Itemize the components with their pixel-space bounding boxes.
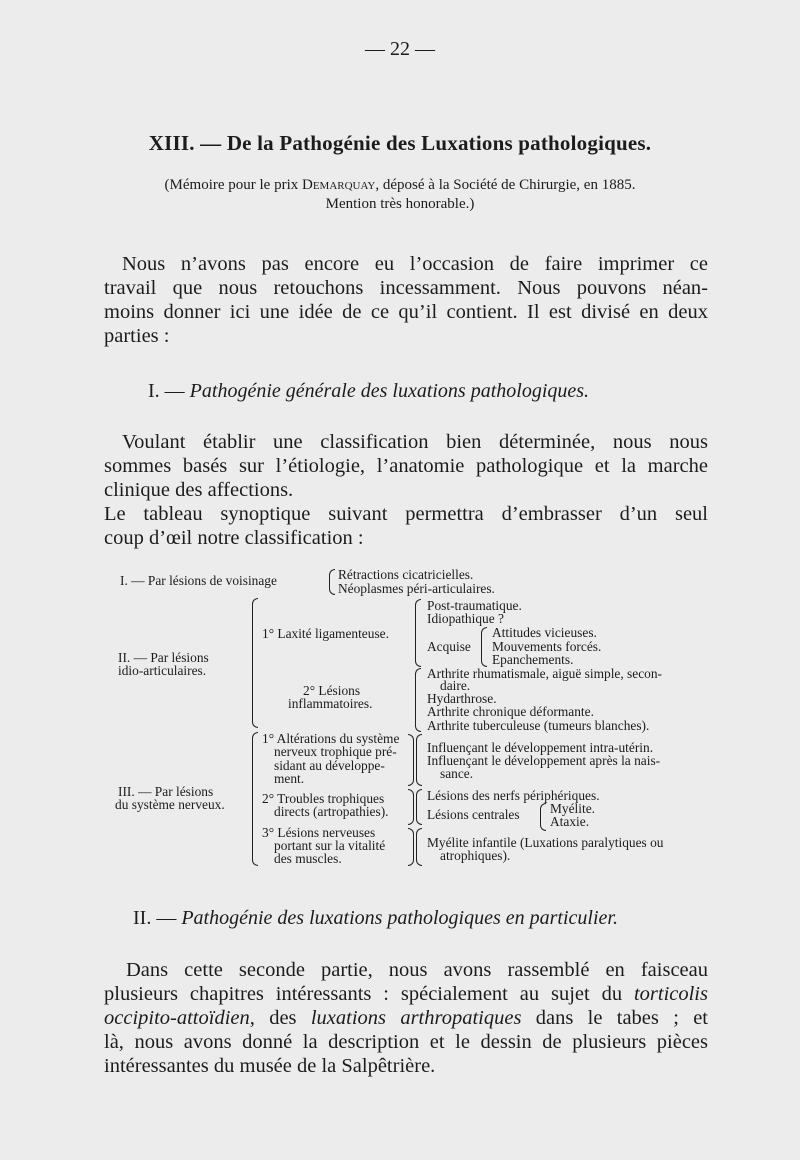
acquise-item: Epanchements. — [492, 652, 574, 667]
sub-troubles-label: directs (artropathies). — [274, 804, 389, 819]
brace — [416, 789, 422, 825]
brace — [416, 828, 422, 866]
prize-name: Demarquay — [302, 177, 376, 193]
laxite-item: Idiopathique ? — [427, 611, 504, 626]
brace — [540, 803, 546, 831]
group-2-label: II. — Par lésions — [118, 650, 209, 665]
sub-alterations-label: ment. — [274, 771, 305, 786]
classification-paragraph: Voulant établir une classification bien déterminée, nous nous sommes basés sur l’étiologie, l’anatomie pathologique et la marche clinique des affections. Le tableau synoptique suivant permettra d’embrasser d’un seul coup d’œil notre classification : — [104, 431, 708, 549]
brace — [416, 734, 422, 786]
sub-nerveuses-label: 3° Lésions nerveuses — [262, 825, 376, 840]
alterations-item: Influençant le développement intra-utérin. — [427, 740, 654, 755]
page-number: — 22 — — [365, 38, 435, 60]
inflammatoires-item: Arthrite chronique déformante. — [427, 704, 594, 719]
brace — [408, 828, 414, 866]
group-2-label: idio-articulaires. — [118, 663, 207, 678]
acquise-item: Attitudes vicieuses. — [492, 625, 597, 640]
group-1-item: Néoplasmes péri-articulaires. — [338, 581, 495, 596]
alterations-item: sance. — [440, 766, 474, 781]
laxite-item: Post-traumatique. — [427, 598, 522, 613]
group-3-label: du système nerveux. — [115, 797, 225, 812]
troubles-item: Lésions des nerfs périphériques. — [427, 788, 600, 803]
group-3-label: III. — Par lésions — [118, 784, 214, 799]
acquise-item: Mouvements forcés. — [492, 639, 602, 654]
brace — [252, 598, 258, 728]
inflammatoires-item: Hydarthrose. — [427, 691, 497, 706]
sub-nerveuses-label: portant sur la vitalité — [274, 838, 386, 853]
brace — [329, 569, 335, 595]
final-paragraph: Dans cette seconde partie, nous avons rassemblé en faisceau plusieurs chapitres intéressants : spécialement au sujet du torticolis occipito-attoïdien, des luxations arthropatiques dans le tabes ; et là, nous avons donné la description et le dessin de plusieurs pièces intéressantes du musée de la Salpêtrière. — [104, 959, 709, 1077]
memoir-note-line-1: (Mémoire pour le prix Demarquay, déposé à la Société de Chirurgie, en 1885. — [164, 177, 636, 193]
section-1-heading: I. — Pathogénie générale des luxations pathologiques. — [148, 380, 590, 402]
nerveuses-item: Myélite infantile (Luxations paralytiques ou — [427, 835, 664, 850]
sub-inflammatoires-label: 2° Lésions — [303, 683, 361, 698]
centrales-item: Ataxie. — [550, 814, 590, 829]
brace — [408, 789, 414, 825]
brace — [415, 599, 421, 667]
sub-alterations-label: sidant au développe- — [274, 758, 385, 773]
inflammatoires-item: Arthrite tuberculeuse (tumeurs blanches). — [427, 718, 650, 733]
troubles-item: Lésions centrales — [427, 807, 520, 822]
sub-troubles-label: 2° Troubles trophiques — [262, 791, 385, 806]
brace — [481, 627, 487, 667]
inflammatoires-item: Arthrite rhumatismale, aiguë simple, secon- — [427, 666, 663, 681]
inflammatoires-item: daire. — [440, 678, 471, 693]
centrales-item: Myélite. — [550, 801, 595, 816]
section-2-heading: II. — Pathogénie des luxations pathologiques en particulier. — [133, 907, 618, 929]
brace — [408, 734, 414, 786]
group-1-label: I. — Par lésions de voisinage — [120, 573, 277, 588]
chapter-title: XIII. — De la Pathogénie des Luxations pathologiques. — [148, 131, 652, 155]
acquise-label: Acquise — [427, 639, 471, 654]
intro-paragraph: Nous n’avons pas encore eu l’occasion de faire imprimer ce travail que nous retouchons incessamment. Nous pouvons néan- moins donner ici une idée de ce qu’il contient. Il est divisé en deux parties : — [104, 253, 708, 347]
sub-alterations-label: 1° Altérations du système — [262, 731, 400, 746]
sub-nerveuses-label: des muscles. — [274, 851, 342, 866]
sub-inflammatoires-label: inflammatoires. — [288, 696, 373, 711]
group-1-item: Rétractions cicatricielles. — [338, 567, 474, 582]
nerveuses-item: atrophiques). — [440, 848, 511, 863]
alterations-item: Influençant le développement après la nais- — [427, 753, 661, 768]
sub-laxite-label: 1° Laxité ligamenteuse. — [262, 626, 389, 641]
brace — [415, 668, 421, 732]
sub-alterations-label: nerveux trophique pré- — [274, 744, 397, 759]
brace — [252, 732, 258, 866]
memoir-note-line-2: Mention très honorable.) — [325, 196, 475, 212]
